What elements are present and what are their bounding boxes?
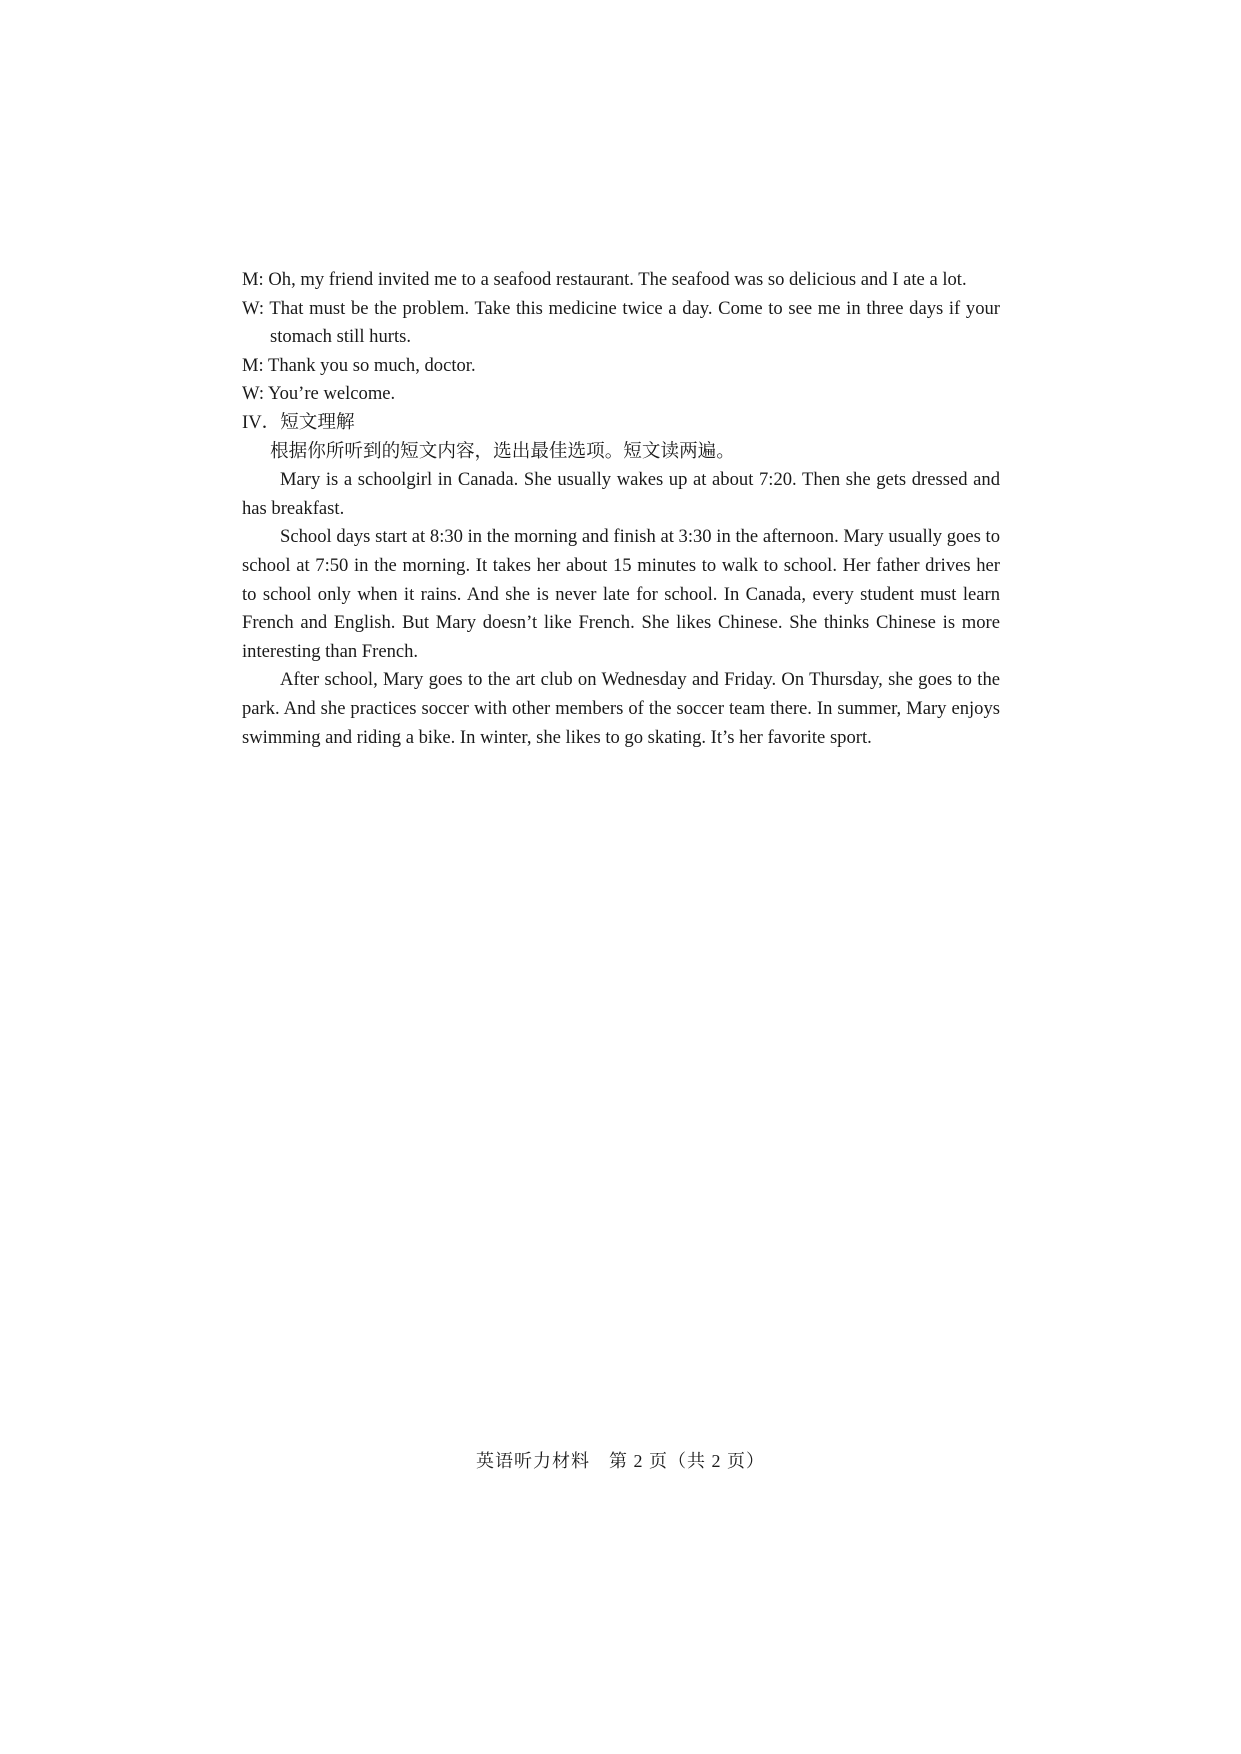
passage-paragraph-1: Mary is a schoolgirl in Canada. She usually wakes up at about 7:20. Then she gets dressed and has breakfast.	[242, 469, 1000, 519]
passage-paragraph-2: School days start at 8:30 in the morning and finish at 3:30 in the afternoon. Mary usually goes to school at 7:50 in the morning. It takes her about 15 minutes to walk to school. Her father drives her to school only when it rains. And she is never late for school. In Canada, every student must learn French and English. But Mary doesn’t like French. She likes Chinese. She thinks Chinese is more interesting than French.	[242, 526, 1000, 662]
section-instruction: 根据你所听到的短文内容，选出最佳选项。短文读两遍。	[270, 440, 735, 462]
speaker-label: W:	[242, 297, 265, 319]
speaker-label: W:	[242, 383, 265, 405]
dialogue-line-4	[242, 380, 1000, 409]
dialogue-text: Thank you so much, doctor.	[268, 354, 476, 376]
dialogue-text: Oh, my friend invited me to a seafood restaurant. The seafood was so delicious and I ate a lot.	[268, 269, 967, 290]
dialogue-line-1	[242, 266, 1000, 295]
speaker-label: M:	[242, 269, 264, 290]
page-footer: 英语听力材料 第 2 页（共 2 页）	[476, 1451, 765, 1471]
document-body	[242, 266, 1000, 752]
dialogue-text: That must be the problem. Take this medicine twice a day. Come to see me in three days if your stomach still hurts.	[269, 297, 1001, 348]
passage-paragraph-3: After school, Mary goes to the art club on Wednesday and Friday. On Thursday, she goes to the park. And she practices soccer with other members of the soccer team there. In summer, Mary enjoys swimming and riding a bike. In winter, she likes to go skating. It’s her favorite sport.	[242, 669, 1000, 748]
speaker-label: M:	[242, 354, 264, 376]
dialogue-line-2	[242, 295, 1000, 352]
dialogue-line-3	[242, 352, 1000, 381]
dialogue-text: You’re welcome.	[268, 383, 396, 405]
section-title: IV．短文理解	[242, 411, 355, 433]
